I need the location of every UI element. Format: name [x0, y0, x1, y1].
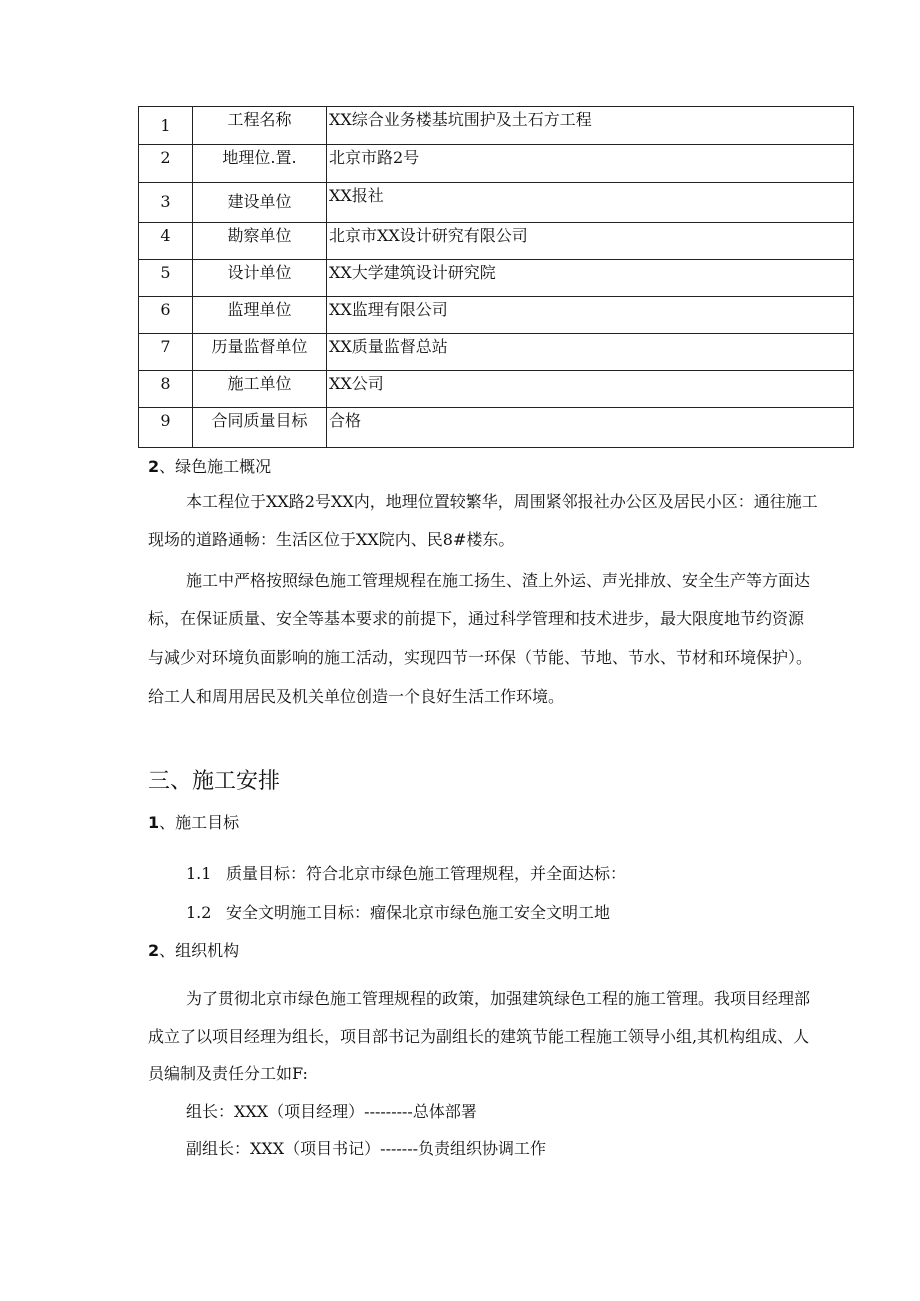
heading-number: 1 — [148, 813, 160, 832]
table-row — [139, 107, 854, 145]
goal-text: 质量目标：符合北京市绿色施工管理规程，并全面达标： — [226, 864, 627, 883]
leader-line: 组长：XXX（项目经理）---------总体部署 — [186, 1102, 477, 1121]
row-number: 9 — [160, 411, 171, 430]
row-number: 7 — [160, 337, 171, 356]
row-number: 6 — [160, 300, 171, 319]
paragraph-line: 施工中严格按照绿色施工管理规程在施工扬生、渣上外运、声光排放、安全生产等方面达 — [186, 571, 811, 590]
row-value: XX大学建筑设计研究院 — [329, 263, 496, 282]
paragraph-line: 为了贯彻北京市绿色施工管理规程的政策，加强建筑绿色工程的施工管理。我项目经理部 — [186, 989, 811, 1008]
row-number: 2 — [160, 148, 171, 167]
deputy-leader-line: 副组长：XXX（项目书记）-------负责组织协调工作 — [186, 1139, 547, 1158]
row-value: XX公司 — [329, 374, 384, 393]
heading-green-overview — [148, 454, 271, 477]
row-label: 建设单位 — [227, 192, 292, 211]
row-label: 历量监督单位 — [211, 337, 308, 356]
table-row — [139, 145, 854, 183]
table-row — [139, 408, 854, 448]
row-number: 4 — [160, 226, 171, 245]
paragraph-line: 现场的道路通畅：生活区位于XX院内、民8#楼东。 — [148, 530, 515, 549]
row-value: XX报社 — [329, 186, 384, 205]
row-label: 工程名称 — [227, 110, 292, 129]
row-label: 施工单位 — [227, 374, 292, 393]
table-row — [139, 260, 854, 297]
row-label: 监理单位 — [227, 300, 292, 319]
row-number: 8 — [160, 374, 171, 393]
row-value: XX质量监督总站 — [329, 337, 448, 356]
row-number: 3 — [160, 192, 171, 211]
goal-item — [186, 900, 610, 923]
table-row — [139, 183, 854, 223]
row-number: 5 — [160, 263, 171, 282]
goal-index: 1.2 — [186, 903, 212, 922]
row-value: 北京市XX设计研究有限公司 — [329, 226, 528, 245]
paragraph-line: 标，在保证质量、安全等基本要求的前提下，通过科学管理和技术进步，最大限度地节约资源 — [148, 609, 805, 628]
goal-index: 1.1 — [186, 864, 212, 883]
table-row — [139, 223, 854, 260]
row-number: 1 — [160, 116, 171, 135]
project-info-table — [138, 106, 854, 448]
row-value: XX监理有限公司 — [329, 300, 448, 319]
row-label: 设计单位 — [227, 263, 292, 282]
heading-text: 、组织机构 — [159, 941, 240, 960]
heading-number: 2 — [148, 941, 160, 960]
table-row — [139, 371, 854, 408]
table-row — [139, 334, 854, 371]
row-value: XX综合业务楼基坑围护及土石方工程 — [329, 110, 592, 129]
heading-organization — [148, 938, 239, 961]
row-label: 勘察单位 — [227, 226, 292, 245]
paragraph-line: 成立了以项目经理为组长，项目部书记为副组长的建筑节能工程施工领导小组,其机构组成、人 — [148, 1027, 810, 1046]
section-title: 三、施工安排 — [148, 769, 281, 794]
heading-number: 2 — [148, 457, 160, 476]
paragraph-line: 员编制及责任分工如F: — [148, 1064, 308, 1083]
paragraph-line: 本工程位于XX路2号XX内，地理位置较繁华，周围紧邻报社办公区及居民小区：通往施工 — [186, 492, 818, 511]
table-row — [139, 297, 854, 334]
paragraph-line: 与减少对环境负面影响的施工活动，实现四节一环保（节能、节地、节水、节材和环境保护）。 — [148, 648, 813, 667]
row-label: 地理位.置. — [222, 148, 297, 167]
paragraph-line: 给工人和周用居民及机关单位创造一个良好生活工作环境。 — [148, 687, 565, 706]
row-label: 合同质量目标 — [211, 411, 308, 430]
goal-text: 安全文明施工目标：瘤保北京市绿色施工安全文明工地 — [226, 903, 611, 922]
heading-construction-goals — [148, 810, 239, 833]
row-value: 合格 — [329, 411, 362, 430]
heading-text: 、施工目标 — [159, 813, 240, 832]
row-value: 北京市路2号 — [329, 148, 420, 167]
heading-text: 、绿色施工概况 — [159, 457, 272, 476]
goal-item — [186, 861, 626, 884]
